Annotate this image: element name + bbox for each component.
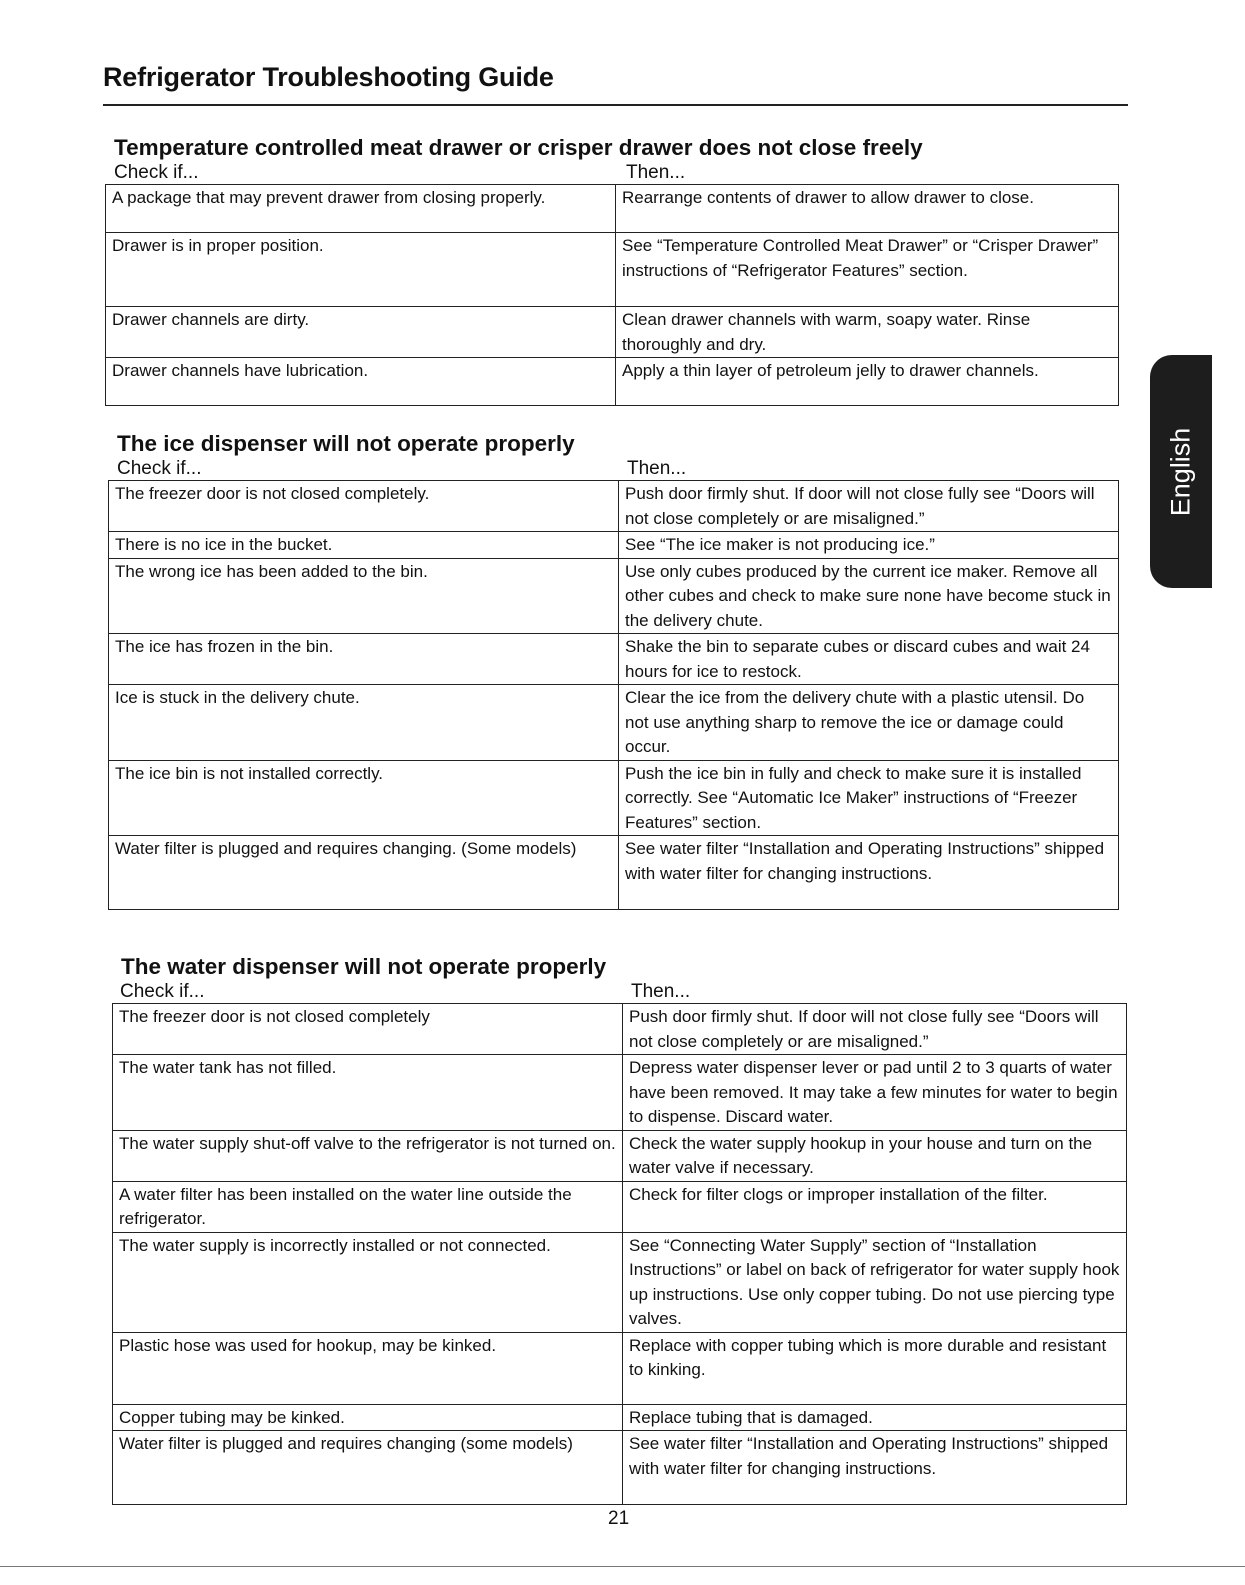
check-cell: Copper tubing may be kinked. bbox=[113, 1404, 623, 1431]
table-row bbox=[113, 1055, 1127, 1131]
section-heading: The water dispenser will not operate properly bbox=[121, 954, 607, 979]
column-headers bbox=[112, 981, 1126, 1003]
check-cell: The water tank has not filled. bbox=[113, 1055, 623, 1131]
check-cell: Ice is stuck in the delivery chute. bbox=[109, 685, 619, 761]
table-row bbox=[109, 634, 1119, 685]
table-row bbox=[113, 1232, 1127, 1332]
page-title: Refrigerator Troubleshooting Guide bbox=[103, 62, 554, 92]
table-row bbox=[109, 685, 1119, 761]
check-cell: The water supply shut-off valve to the refrigerator is not turned on. bbox=[113, 1130, 623, 1181]
then-cell: Shake the bin to separate cubes or discard cubes and wait 24 hours for ice to restock. bbox=[619, 634, 1119, 685]
check-if-header: Check if... bbox=[120, 981, 205, 1002]
check-cell: A water filter has been installed on the water line outside the refrigerator. bbox=[113, 1181, 623, 1232]
then-cell: See water filter “Installation and Operating Instructions” shipped with water filter for changing instructions. bbox=[623, 1431, 1127, 1505]
then-cell: Use only cubes produced by the current ice maker. Remove all other cubes and check to make sure none have become stuck in the delivery chute. bbox=[619, 558, 1119, 634]
then-cell: Push door firmly shut. If door will not close fully see “Doors will not close completely or are misaligned.” bbox=[619, 481, 1119, 532]
table-row bbox=[109, 532, 1119, 559]
check-cell: Drawer channels have lubrication. bbox=[106, 358, 616, 406]
table-row bbox=[109, 481, 1119, 532]
check-cell: The ice has frozen in the bin. bbox=[109, 634, 619, 685]
check-cell: There is no ice in the bucket. bbox=[109, 532, 619, 559]
column-headers bbox=[108, 458, 1118, 480]
section-heading: The ice dispenser will not operate properly bbox=[117, 431, 575, 456]
troubleshooting-table bbox=[108, 480, 1119, 910]
then-header: Then... bbox=[631, 981, 691, 1002]
check-if-header: Check if... bbox=[117, 458, 202, 479]
section-water-dispenser bbox=[112, 953, 1126, 1505]
check-if-header: Check if... bbox=[114, 162, 199, 183]
page-number: 21 bbox=[608, 1508, 630, 1529]
table-row bbox=[113, 1181, 1127, 1232]
then-cell: Replace tubing that is damaged. bbox=[623, 1404, 1127, 1431]
then-cell: See “Temperature Controlled Meat Drawer” or “Crisper Drawer” instructions of “Refrigerator Features” section. bbox=[616, 233, 1119, 307]
then-header: Then... bbox=[626, 162, 686, 183]
then-cell: Push the ice bin in fully and check to make sure it is installed correctly. See “Automatic Ice Maker” instructions of “Freezer Features” section. bbox=[619, 760, 1119, 836]
then-cell: Apply a thin layer of petroleum jelly to drawer channels. bbox=[616, 358, 1119, 406]
section-heading: Temperature controlled meat drawer or crisper drawer does not close freely bbox=[114, 135, 923, 160]
check-cell: The freezer door is not closed completely bbox=[113, 1004, 623, 1055]
table-row bbox=[109, 836, 1119, 910]
check-cell: Plastic hose was used for hookup, may be kinked. bbox=[113, 1332, 623, 1404]
then-cell: Check for filter clogs or improper installation of the filter. bbox=[623, 1181, 1127, 1232]
language-tab-label: English bbox=[1165, 427, 1196, 516]
then-cell: See water filter “Installation and Operating Instructions” shipped with water filter for changing instructions. bbox=[619, 836, 1119, 910]
check-cell: The wrong ice has been added to the bin. bbox=[109, 558, 619, 634]
then-header: Then... bbox=[627, 458, 687, 479]
troubleshooting-table bbox=[105, 184, 1119, 406]
check-cell: A package that may prevent drawer from closing properly. bbox=[106, 185, 616, 233]
table-row bbox=[109, 558, 1119, 634]
then-cell: Check the water supply hookup in your house and turn on the water valve if necessary. bbox=[623, 1130, 1127, 1181]
check-cell: Drawer channels are dirty. bbox=[106, 307, 616, 358]
language-tab bbox=[1150, 355, 1212, 588]
table-row bbox=[113, 1130, 1127, 1181]
check-cell: The water supply is incorrectly installed or not connected. bbox=[113, 1232, 623, 1332]
table-row bbox=[113, 1004, 1127, 1055]
column-headers bbox=[105, 162, 1118, 184]
then-cell: See “The ice maker is not producing ice.” bbox=[619, 532, 1119, 559]
then-cell: Replace with copper tubing which is more durable and resistant to kinking. bbox=[623, 1332, 1127, 1404]
table-row bbox=[106, 307, 1119, 358]
table-row bbox=[109, 760, 1119, 836]
section-meat-crisper-drawer bbox=[105, 134, 1118, 406]
then-cell: See “Connecting Water Supply” section of “Installation Instructions” or label on back of refrigerator for water supply hook up instructions. Use only copper tubing. Do not use piercing type valves. bbox=[623, 1232, 1127, 1332]
bottom-rule bbox=[0, 1566, 1245, 1567]
table-row bbox=[106, 233, 1119, 307]
check-cell: The ice bin is not installed correctly. bbox=[109, 760, 619, 836]
table-row bbox=[113, 1404, 1127, 1431]
table-row bbox=[113, 1431, 1127, 1505]
check-cell: Water filter is plugged and requires changing. (Some models) bbox=[109, 836, 619, 910]
section-ice-dispenser bbox=[108, 430, 1118, 910]
check-cell: The freezer door is not closed completely. bbox=[109, 481, 619, 532]
then-cell: Clear the ice from the delivery chute with a plastic utensil. Do not use anything sharp to remove the ice or damage could occur. bbox=[619, 685, 1119, 761]
title-rule bbox=[103, 104, 1128, 106]
then-cell: Push door firmly shut. If door will not close fully see “Doors will not close completely or are misaligned.” bbox=[623, 1004, 1127, 1055]
check-cell: Water filter is plugged and requires changing (some models) bbox=[113, 1431, 623, 1505]
check-cell: Drawer is in proper position. bbox=[106, 233, 616, 307]
table-row bbox=[113, 1332, 1127, 1404]
then-cell: Clean drawer channels with warm, soapy water. Rinse thoroughly and dry. bbox=[616, 307, 1119, 358]
table-row bbox=[106, 358, 1119, 406]
table-row bbox=[106, 185, 1119, 233]
then-cell: Rearrange contents of drawer to allow drawer to close. bbox=[616, 185, 1119, 233]
troubleshooting-table bbox=[112, 1003, 1127, 1505]
then-cell: Depress water dispenser lever or pad until 2 to 3 quarts of water have been removed. It may take a few minutes for water to begin to dispense. Discard water. bbox=[623, 1055, 1127, 1131]
